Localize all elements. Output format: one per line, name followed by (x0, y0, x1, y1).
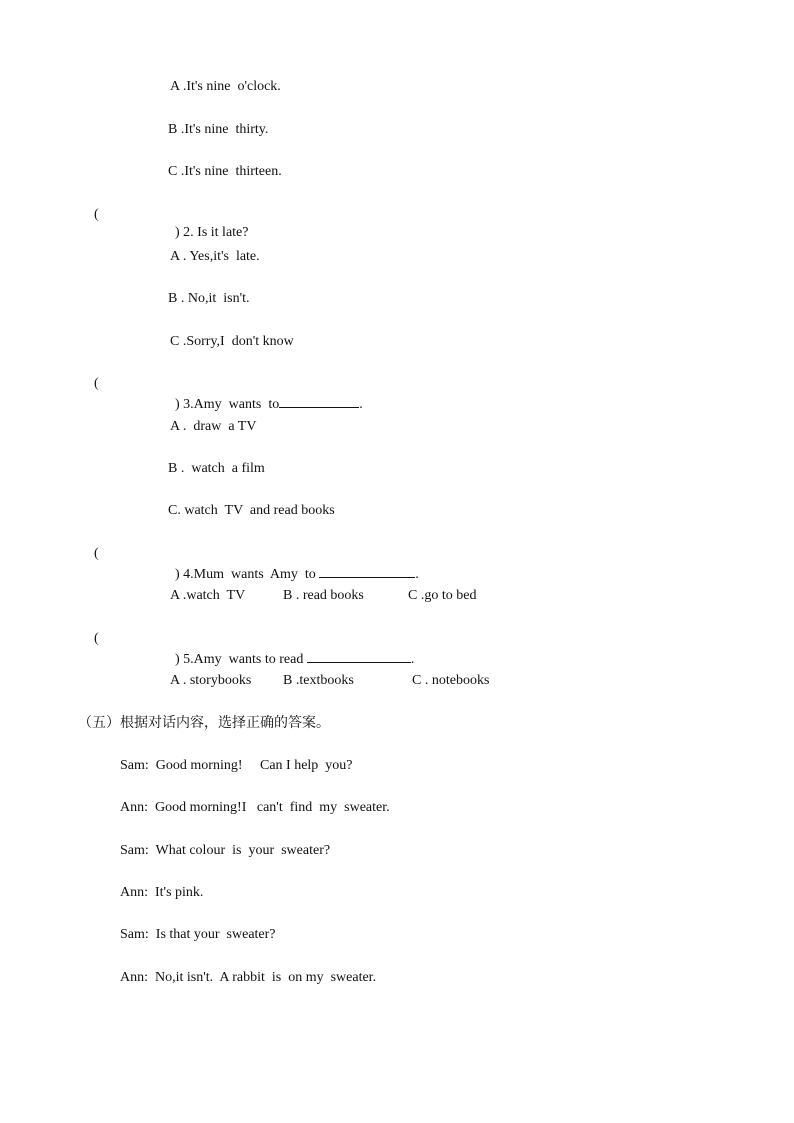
q3-answer-paren-open: ( (94, 376, 99, 391)
q4-answer-paren-open: ( (94, 546, 99, 561)
q5-option-b: B .textbooks (283, 673, 354, 688)
q3-question-end: . (359, 397, 363, 412)
q1-option-a: A .It's nine o'clock. (170, 79, 281, 94)
q1-option-b: B .It's nine thirty. (168, 122, 269, 137)
q2-question-text: 2. Is it late? (179, 225, 249, 240)
dialogue-line-2: Ann: Good morning!I can't find my sweater. (120, 800, 390, 815)
q2-option-a: A . Yes,it's late. (170, 249, 260, 264)
q3-stem (168, 375, 363, 414)
q4-question-end: . (415, 567, 419, 582)
q4-question-text: 4.Mum wants Amy to (179, 567, 320, 582)
q2-answer-paren-close: ) (175, 225, 180, 240)
dialogue-line-4: Ann: It's pink. (120, 885, 204, 900)
q1-option-c: C .It's nine thirteen. (168, 164, 282, 179)
q5-answer-paren-close: ) (175, 652, 180, 667)
q2-option-c: C .Sorry,I don't know (170, 334, 294, 349)
q5-question-end: . (410, 652, 415, 667)
dialogue-line-6: Ann: No,it isn't. A rabbit is on my sweater. (120, 970, 377, 985)
q3-option-a: A . draw a TV (170, 419, 257, 434)
section-5-heading: （五）根据对话内容，选择正确的答案。 (78, 715, 330, 731)
q3-question-text: 3.Amy wants to (179, 397, 280, 412)
q5-question-text: 5.Amy wants to read (179, 652, 307, 667)
dialogue-line-5: Sam: Is that your sweater? (120, 927, 276, 942)
q2-stem (168, 206, 248, 242)
q3-answer-blank[interactable] (279, 393, 359, 408)
q5-answer-blank[interactable] (307, 648, 411, 663)
q2-option-b: B . No,it isn't. (168, 291, 250, 306)
q4-answer-blank[interactable] (319, 563, 415, 578)
q5-answer-paren-open: ( (94, 631, 99, 646)
dialogue-line-1: Sam: Good morning! Can I help you? (120, 758, 353, 773)
q4-answer-paren-close: ) (175, 567, 180, 582)
q2-answer-paren-open: ( (94, 207, 99, 222)
q4-stem (168, 545, 419, 584)
q3-answer-paren-close: ) (175, 397, 180, 412)
q5-stem (168, 630, 414, 669)
dialogue-line-3: Sam: What colour is your sweater? (120, 843, 331, 858)
q4-option-c: C .go to bed (408, 588, 477, 603)
q4-option-a: A .watch TV (170, 588, 246, 603)
q5-option-a: A . storybooks (170, 673, 252, 688)
q3-option-c: C. watch TV and read books (168, 503, 335, 518)
q5-option-c: C . notebooks (412, 673, 490, 688)
q4-option-b: B . read books (283, 588, 364, 603)
q3-option-b: B . watch a film (168, 461, 265, 476)
